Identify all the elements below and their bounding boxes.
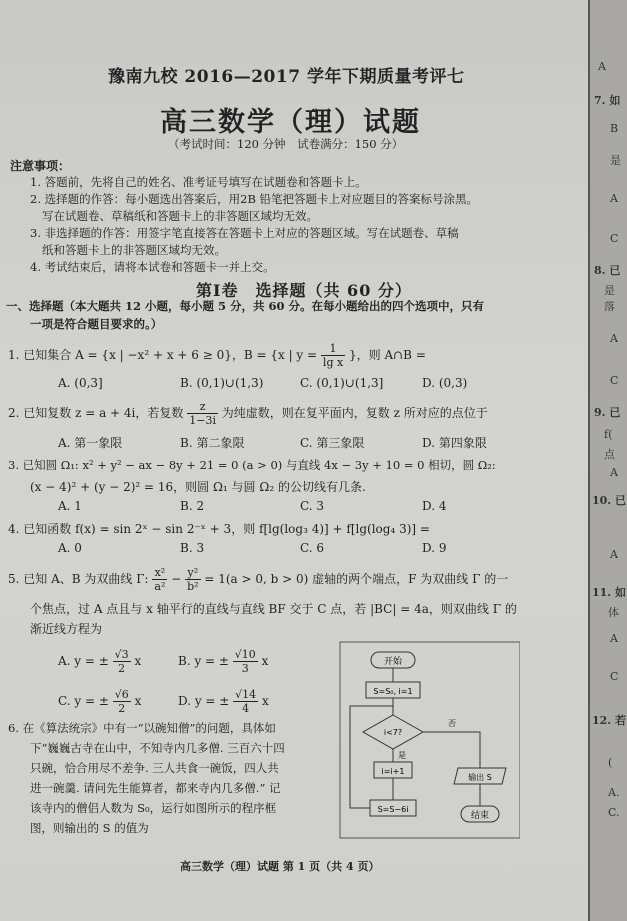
- q1-option-c: C. (0,1)∪(1,3]: [300, 376, 384, 390]
- question-2: [8, 400, 488, 427]
- q3-option-d: D. 4: [422, 499, 447, 513]
- q5-option-c-num: √6: [114, 688, 129, 701]
- q5-option-d-prefix: D. y = ±: [178, 694, 230, 708]
- rp-line-10: A: [610, 332, 618, 345]
- q2-fraction: [187, 400, 218, 427]
- question-5-cont: 个焦点，过 A 点且与 x 轴平行的直线与直线 BF 交于 C 点，若 |BC| = 4a，则双曲线 Γ 的: [30, 602, 517, 616]
- q1-option-a: A. (0,3]: [58, 376, 103, 390]
- flowchart-output-label: 输出 S: [468, 773, 492, 782]
- flowchart-start-label: 开始: [383, 657, 403, 667]
- q5-option-a-den: 2: [118, 662, 126, 675]
- flowchart-init-label: S=S₀, i=1: [373, 687, 413, 696]
- question-6: 6. 在《算法统宗》中有一“以碗知僧”的问题，具体如: [8, 721, 276, 735]
- q2-stem: 2. 已知复数 z = a + 4i，若复数: [8, 406, 184, 420]
- q1-stem-end: }，则 A∩B =: [349, 348, 426, 362]
- question-6-line3: 只碗，恰合用尽不差争. 三人共食一碗饭，四人共: [30, 761, 279, 775]
- rp-line-4: 是: [610, 154, 621, 167]
- rp-line-13: f(: [604, 428, 613, 441]
- rp-line-9: 落: [604, 300, 615, 313]
- q5-option-a-num: √3: [114, 648, 129, 661]
- q5-stem-end: = 1(a > 0, b > 0) 虚轴的两个端点，F 为双曲线 Γ 的一: [204, 572, 509, 586]
- rp-line-23: (: [608, 756, 613, 769]
- q5-stem: 5. 已知 A、B 为双曲线 Γ:: [8, 572, 149, 586]
- q5-option-a-prefix: A. y = ±: [58, 654, 109, 668]
- q4-option-a: A. 0: [58, 541, 82, 555]
- q3-option-c: C. 3: [300, 499, 325, 513]
- q5-frac1-den: a²: [154, 580, 166, 593]
- q5-frac2-num: y²: [185, 566, 200, 580]
- flowchart-decision-label: i<7?: [383, 728, 403, 737]
- q3-option-a: A. 1: [58, 499, 82, 513]
- q2-option-b: B. 第二象限: [180, 436, 245, 450]
- notice-heading: 注意事项：: [10, 159, 71, 173]
- q2-option-a: A. 第一象限: [58, 436, 123, 450]
- flowchart-frame: [340, 642, 520, 838]
- q5-option-d-den: 4: [242, 702, 250, 715]
- q5-option-c-x: x: [134, 694, 142, 708]
- rp-line-7: 8. 已: [594, 264, 621, 277]
- q2-stem-end: 为纯虚数，则在复平面内，复数 z 所对应的点位于: [221, 406, 488, 420]
- question-3-cont: (x − 4)² + (y − 2)² = 16，则圆 Ω₁ 与圆 Ω₂ 的公切线有几条.: [30, 480, 366, 494]
- notice-item-3: 3. 非选择题的作答：用签字笔直接答在答题卡上对应的答题区域。写在试题卷、草稿: [30, 226, 459, 240]
- question-6-line4: 进一碗羹. 请问先生能算者，都来寺内几多僧.” 记: [30, 781, 281, 795]
- rp-line-3: B: [610, 122, 619, 135]
- flowchart-yes-label: 是: [398, 751, 406, 760]
- section-intro-cont: 一项是符合题目要求的。）: [30, 317, 163, 331]
- q1-frac-num: 1: [321, 342, 345, 356]
- notice-item-3-cont: 纸和答题卡上的非答题区域均无效。: [42, 243, 226, 257]
- notice-item-2: 2. 选择题的作答：每小题选出答案后，用2B 铅笔把答题卡上对应题目的答案标号涂黑。: [30, 192, 479, 206]
- q5-option-d-x: x: [262, 694, 269, 708]
- q5-option-b: [178, 648, 268, 675]
- question-4: 4. 已知函数 f(x) = sin 2ˣ − sin 2⁻ˣ + 3，则 f[lg(log₃ 4)] + f[lg(log₄ 3)] =: [8, 522, 430, 536]
- rp-line-2: 7. 如: [594, 94, 621, 107]
- notice-item-1: 1. 答题前，先将自己的姓名、准考证号填写在试题卷和答题卡上。: [30, 175, 367, 189]
- rp-line-6: C: [610, 232, 619, 245]
- section-intro: 一、选择题（本大题共 12 小题，每小题 5 分，共 60 分。在每小题给出的四个选项中，只有: [6, 299, 485, 313]
- rp-line-8: 是: [604, 284, 615, 297]
- q5-option-c: [58, 688, 141, 715]
- q5-minus: −: [171, 572, 182, 586]
- rp-line-11: C: [610, 374, 619, 387]
- q4-option-d: D. 9: [422, 541, 447, 555]
- q5-frac2-den: b²: [187, 580, 199, 593]
- q1-frac-den: lg x: [322, 356, 344, 369]
- page-title: 高三数学（理）试题: [160, 107, 421, 138]
- question-6-line2: 下“巍巍古寺在山中，不知寺内几多僧. 三百六十四: [30, 741, 285, 755]
- q5-option-b-prefix: B. y = ±: [178, 654, 229, 668]
- flowchart-inc-label: i=i+1: [381, 767, 405, 776]
- question-5-cont2: 渐近线方程为: [30, 622, 103, 636]
- q5-option-b-x: x: [261, 654, 269, 668]
- q1-option-d: D. (0,3): [422, 376, 468, 390]
- rp-line-21: C: [610, 670, 619, 683]
- notice-item-2-cont: 写在试题卷、草稿纸和答题卡上的非答题区域均无效。: [42, 209, 318, 223]
- rp-line-24: A.: [608, 786, 620, 799]
- flowchart-end-label: 结束: [470, 811, 490, 821]
- question-5: [8, 566, 508, 593]
- q5-fraction-y: [185, 566, 200, 593]
- q5-frac1-num: x²: [152, 566, 167, 580]
- page-footer: 高三数学（理）试题 第 1 页（共 4 页）: [180, 860, 380, 873]
- rp-line-17: A: [610, 548, 618, 561]
- rp-line-22: 12. 若: [592, 714, 626, 727]
- q2-frac-den: 1−3i: [189, 414, 216, 427]
- q5-fraction-x: [152, 566, 167, 593]
- rp-line-1: A: [598, 60, 606, 73]
- adjacent-page: [588, 0, 627, 921]
- q5-option-c-den: 2: [118, 702, 126, 715]
- notice-item-4: 4. 考试结束后，请将本试卷和答题卡一并上交。: [30, 260, 275, 274]
- exam-info: （考试时间：120 分钟 试卷满分：150 分）: [168, 137, 404, 151]
- q1-stem: 1. 已知集合 A = {x | −x² + x + 6 ≥ 0}，B = {x | y =: [8, 348, 318, 362]
- question-1: [8, 342, 426, 369]
- q5-option-a: [58, 648, 141, 675]
- q3-option-b: B. 2: [180, 499, 205, 513]
- rp-line-25: C.: [608, 806, 620, 819]
- q5-option-d-num: √14: [235, 688, 257, 701]
- school-line: 豫南九校 2016—2017 学年下期质量考评七: [108, 67, 465, 87]
- flowchart-update-label: S=S−6i: [377, 805, 409, 814]
- rp-line-20: A: [610, 632, 618, 645]
- rp-line-19: 体: [608, 606, 619, 619]
- q2-frac-num: z: [187, 400, 218, 414]
- flowchart-no-label: 否: [448, 719, 456, 728]
- rp-line-5: A: [610, 192, 618, 205]
- q1-fraction: [321, 342, 345, 369]
- q1-option-b: B. (0,1)∪(1,3): [180, 376, 264, 390]
- rp-line-15: A: [610, 466, 618, 479]
- question-3: 3. 已知圆 Ω₁: x² + y² − ax − 8y + 21 = 0 (a > 0) 与直线 4x − 3y + 10 = 0 相切，圆 Ω₂:: [8, 458, 496, 472]
- flowchart: [330, 640, 520, 840]
- q4-option-c: C. 6: [300, 541, 325, 555]
- question-6-line5: 该寺内的僧侣人数为 S₀，运行如图所示的程序框: [30, 801, 277, 815]
- q2-option-d: D. 第四象限: [422, 436, 487, 450]
- rp-line-12: 9. 已: [594, 406, 621, 419]
- rp-line-14: 点: [604, 448, 615, 461]
- rp-line-18: 11. 如: [592, 586, 626, 599]
- q5-option-c-prefix: C. y = ±: [58, 694, 109, 708]
- question-6-line6: 图，则输出的 S 的值为: [30, 821, 149, 835]
- q5-option-a-x: x: [134, 654, 142, 668]
- q5-option-d: [178, 688, 269, 715]
- q4-option-b: B. 3: [180, 541, 205, 555]
- section-title: 第Ⅰ卷 选择题（共 60 分）: [196, 281, 412, 300]
- q5-option-b-num: √10: [234, 648, 256, 661]
- rp-line-16: 10. 已: [592, 494, 626, 507]
- q5-option-b-den: 3: [241, 662, 249, 675]
- q2-option-c: C. 第三象限: [300, 436, 365, 450]
